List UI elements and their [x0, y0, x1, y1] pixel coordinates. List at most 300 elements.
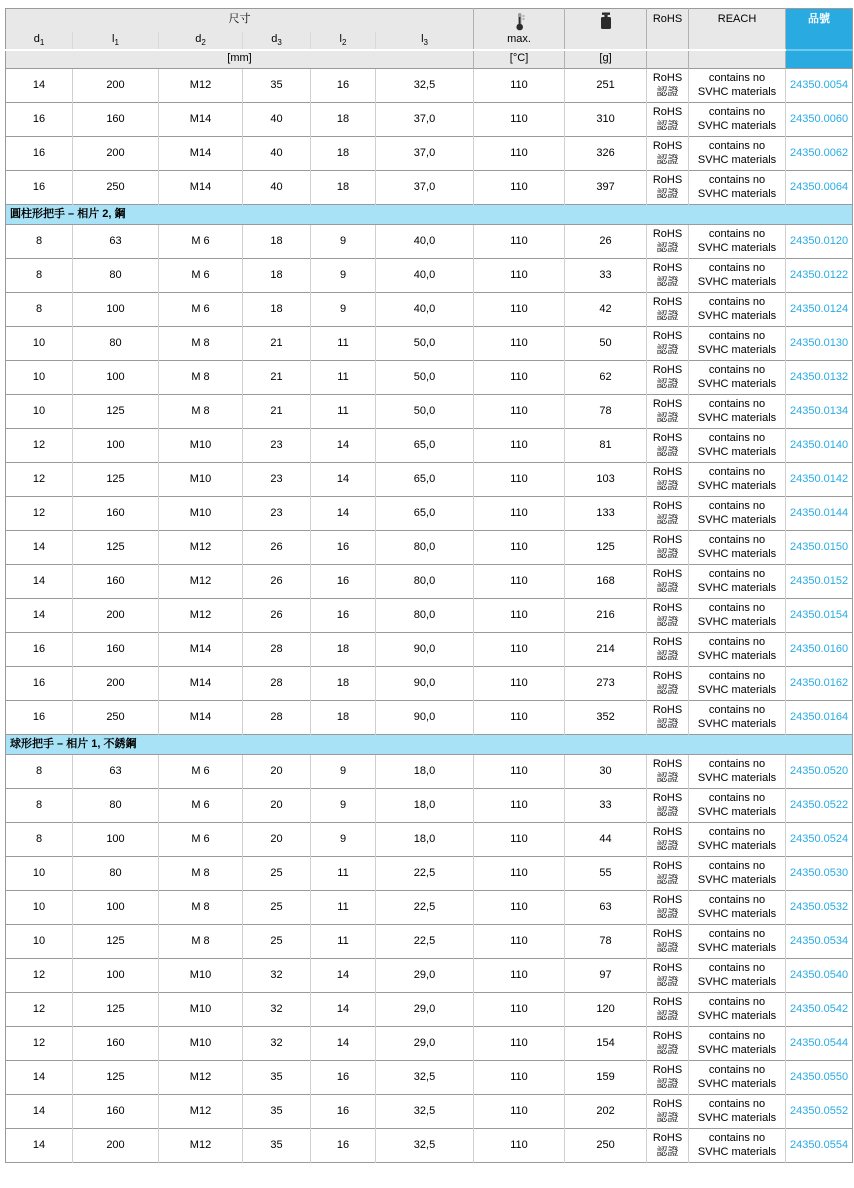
cell-rohs: RoHS 認證 [647, 857, 689, 891]
cell-part-number [786, 103, 853, 137]
part-number-link[interactable]: 24350.0060 [789, 112, 849, 125]
cell-reach: contains no SVHC materials [689, 789, 786, 823]
cell-l1: 200 [73, 1129, 159, 1163]
thermometer-icon [513, 12, 526, 31]
cell-temp-max: 110 [474, 293, 565, 327]
cell-l1: 200 [73, 599, 159, 633]
cell-reach: contains no SVHC materials [689, 361, 786, 395]
data-row [6, 497, 853, 531]
cell-reach: contains no SVHC materials [689, 565, 786, 599]
cell-part-number [786, 823, 853, 857]
cell-temp-max: 110 [474, 497, 565, 531]
cell-d3: 21 [243, 327, 311, 361]
cell-temp-max: 110 [474, 327, 565, 361]
cell-d3: 28 [243, 633, 311, 667]
cell-l1: 160 [73, 1027, 159, 1061]
col-header-d1: $d_1$ [6, 32, 73, 50]
cell-part-number [786, 789, 853, 823]
part-number-link[interactable]: 24350.0540 [789, 968, 849, 981]
cell-d1: 12 [6, 993, 73, 1027]
header-row-2 [6, 32, 853, 50]
cell-reach: contains no SVHC materials [689, 667, 786, 701]
cell-weight: 78 [565, 925, 647, 959]
cell-part-number [786, 497, 853, 531]
data-row [6, 789, 853, 823]
cell-reach: contains no SVHC materials [689, 69, 786, 103]
cell-rohs: RoHS 認證 [647, 395, 689, 429]
cell-l3: 40,0 [376, 259, 474, 293]
part-number-link[interactable]: 24350.0552 [789, 1104, 849, 1117]
cell-reach: contains no SVHC materials [689, 225, 786, 259]
data-row [6, 823, 853, 857]
part-number-link[interactable]: 24350.0134 [789, 404, 849, 417]
data-row [6, 1095, 853, 1129]
cell-d2: M12 [159, 69, 243, 103]
cell-temp-max: 110 [474, 69, 565, 103]
data-row [6, 993, 853, 1027]
header-row-3 [6, 50, 853, 69]
cell-d1: 10 [6, 361, 73, 395]
cell-d3: 23 [243, 463, 311, 497]
cell-l3: 40,0 [376, 225, 474, 259]
cell-reach: contains no SVHC materials [689, 823, 786, 857]
cell-l3: 37,0 [376, 137, 474, 171]
cell-reach: contains no SVHC materials [689, 429, 786, 463]
cell-rohs: RoHS 認證 [647, 823, 689, 857]
data-row [6, 293, 853, 327]
cell-part-number [786, 1027, 853, 1061]
cell-l1: 125 [73, 925, 159, 959]
cell-l2: 9 [311, 755, 376, 789]
cell-l1: 160 [73, 103, 159, 137]
cell-d2: M14 [159, 103, 243, 137]
cell-d1: 8 [6, 293, 73, 327]
part-number-link[interactable]: 24350.0132 [789, 370, 849, 383]
part-number-link[interactable]: 24350.0542 [789, 1002, 849, 1015]
cell-d1: 14 [6, 69, 73, 103]
data-row [6, 463, 853, 497]
cell-part-number [786, 857, 853, 891]
cell-d2: M 8 [159, 361, 243, 395]
data-row [6, 171, 853, 205]
cell-weight: 81 [565, 429, 647, 463]
part-number-link[interactable]: 24350.0522 [789, 798, 849, 811]
cell-temp-max: 110 [474, 959, 565, 993]
cell-reach: contains no SVHC materials [689, 755, 786, 789]
cell-reach: contains no SVHC materials [689, 633, 786, 667]
section-title: 球形把手 – 相片 1, 不銹鋼 [6, 735, 853, 755]
cell-d3: 18 [243, 259, 311, 293]
cell-l2: 14 [311, 959, 376, 993]
data-row [6, 361, 853, 395]
cell-d2: M14 [159, 667, 243, 701]
cell-d2: M 8 [159, 395, 243, 429]
section-title: 圓柱形把手 – 相片 2, 鋼 [6, 205, 853, 225]
cell-d3: 35 [243, 69, 311, 103]
data-row [6, 137, 853, 171]
cell-part-number [786, 1095, 853, 1129]
cell-d2: M 6 [159, 755, 243, 789]
cell-l2: 9 [311, 823, 376, 857]
cell-l2: 16 [311, 1061, 376, 1095]
cell-temp-max: 110 [474, 103, 565, 137]
cell-weight: 310 [565, 103, 647, 137]
cell-reach: contains no SVHC materials [689, 171, 786, 205]
cell-weight: 326 [565, 137, 647, 171]
cell-part-number [786, 531, 853, 565]
cell-part-number [786, 755, 853, 789]
cell-l3: 80,0 [376, 565, 474, 599]
cell-l1: 100 [73, 361, 159, 395]
cell-weight: 154 [565, 1027, 647, 1061]
cell-temp-max: 110 [474, 531, 565, 565]
cell-d3: 32 [243, 1027, 311, 1061]
cell-rohs: RoHS 認證 [647, 531, 689, 565]
cell-l1: 200 [73, 69, 159, 103]
cell-l2: 14 [311, 993, 376, 1027]
cell-part-number [786, 1061, 853, 1095]
part-number-link[interactable]: 24350.0520 [789, 764, 849, 777]
cell-rohs: RoHS 認證 [647, 69, 689, 103]
cell-rohs: RoHS 認證 [647, 925, 689, 959]
cell-d2: M14 [159, 171, 243, 205]
part-number-link[interactable]: 24350.0530 [789, 866, 849, 879]
col-header-d2: $d_2$ [159, 32, 243, 50]
cell-rohs: RoHS 認證 [647, 463, 689, 497]
part-number-link[interactable]: 24350.0554 [789, 1138, 849, 1151]
cell-weight: 33 [565, 789, 647, 823]
cell-d3: 32 [243, 993, 311, 1027]
cell-d2: M 6 [159, 789, 243, 823]
cell-d1: 16 [6, 103, 73, 137]
cell-l3: 18,0 [376, 789, 474, 823]
cell-part-number [786, 293, 853, 327]
cell-l2: 16 [311, 531, 376, 565]
cell-d2: M10 [159, 993, 243, 1027]
cell-l1: 100 [73, 823, 159, 857]
cell-reach: contains no SVHC materials [689, 599, 786, 633]
cell-rohs: RoHS 認證 [647, 1027, 689, 1061]
col-header-l2: $l_2$ [311, 32, 376, 50]
cell-l2: 14 [311, 429, 376, 463]
cell-l1: 160 [73, 633, 159, 667]
cell-d1: 12 [6, 497, 73, 531]
cell-l3: 22,5 [376, 925, 474, 959]
cell-l3: 65,0 [376, 463, 474, 497]
part-number-column-header: 品號 [786, 9, 853, 32]
data-row [6, 1061, 853, 1095]
weight-icon [598, 12, 614, 30]
cell-rohs: RoHS 認證 [647, 103, 689, 137]
cell-d1: 10 [6, 925, 73, 959]
cell-l1: 125 [73, 463, 159, 497]
mm-unit-label: [mm] [6, 50, 474, 69]
part-number-link[interactable]: 24350.0150 [789, 540, 849, 553]
cell-part-number [786, 395, 853, 429]
cell-temp-max: 110 [474, 599, 565, 633]
cell-d2: M12 [159, 1095, 243, 1129]
cell-part-number [786, 225, 853, 259]
cell-part-number [786, 327, 853, 361]
cell-weight: 120 [565, 993, 647, 1027]
cell-d3: 35 [243, 1095, 311, 1129]
part-number-link[interactable]: 24350.0062 [789, 146, 849, 159]
cell-rohs: RoHS 認證 [647, 789, 689, 823]
cell-reach: contains no SVHC materials [689, 1027, 786, 1061]
cell-d3: 32 [243, 959, 311, 993]
cell-l1: 80 [73, 789, 159, 823]
cell-reach: contains no SVHC materials [689, 925, 786, 959]
cell-d2: M 8 [159, 925, 243, 959]
cell-temp-max: 110 [474, 1061, 565, 1095]
temp-max-label: max. [474, 32, 565, 50]
part-number-link[interactable]: 24350.0142 [789, 472, 849, 485]
part-number-link[interactable]: 24350.0152 [789, 574, 849, 587]
cell-l2: 9 [311, 225, 376, 259]
cell-d3: 25 [243, 857, 311, 891]
cell-d2: M 6 [159, 259, 243, 293]
cell-part-number [786, 599, 853, 633]
part-number-link[interactable]: 24350.0162 [789, 676, 849, 689]
part-number-link[interactable]: 24350.0130 [789, 336, 849, 349]
cell-d1: 10 [6, 327, 73, 361]
part-number-link[interactable]: 24350.0524 [789, 832, 849, 845]
cell-d2: M10 [159, 959, 243, 993]
cell-part-number [786, 891, 853, 925]
cell-l3: 22,5 [376, 857, 474, 891]
dimensions-group-label: 尺寸 [6, 9, 474, 32]
cell-l2: 11 [311, 857, 376, 891]
part-number-link[interactable]: 24350.0160 [789, 642, 849, 655]
cell-weight: 26 [565, 225, 647, 259]
cell-d3: 25 [243, 925, 311, 959]
cell-rohs: RoHS 認證 [647, 1061, 689, 1095]
cell-d3: 20 [243, 755, 311, 789]
cell-temp-max: 110 [474, 701, 565, 735]
cell-temp-max: 110 [474, 789, 565, 823]
data-row [6, 667, 853, 701]
cell-reach: contains no SVHC materials [689, 103, 786, 137]
cell-d1: 12 [6, 959, 73, 993]
cell-d2: M12 [159, 531, 243, 565]
cell-l2: 16 [311, 565, 376, 599]
cell-weight: 133 [565, 497, 647, 531]
cell-part-number [786, 633, 853, 667]
cell-l3: 50,0 [376, 361, 474, 395]
data-row [6, 531, 853, 565]
cell-l1: 250 [73, 171, 159, 205]
cell-l3: 18,0 [376, 755, 474, 789]
cell-l3: 50,0 [376, 327, 474, 361]
cell-d1: 12 [6, 463, 73, 497]
data-row [6, 755, 853, 789]
cell-weight: 159 [565, 1061, 647, 1095]
header-row-1 [6, 9, 853, 32]
cell-l3: 29,0 [376, 959, 474, 993]
data-row [6, 69, 853, 103]
part-number-link[interactable]: 24350.0054 [789, 78, 849, 91]
cell-reach: contains no SVHC materials [689, 137, 786, 171]
cell-weight: 62 [565, 361, 647, 395]
cell-l2: 14 [311, 1027, 376, 1061]
col-header-l1: $l_1$ [73, 32, 159, 50]
cell-rohs: RoHS 認證 [647, 667, 689, 701]
cell-l2: 14 [311, 463, 376, 497]
cell-temp-max: 110 [474, 755, 565, 789]
cell-d1: 14 [6, 599, 73, 633]
cell-d1: 8 [6, 225, 73, 259]
part-number-link[interactable]: 24350.0064 [789, 180, 849, 193]
cell-rohs: RoHS 認證 [647, 633, 689, 667]
cell-rohs: RoHS 認證 [647, 225, 689, 259]
cell-l1: 125 [73, 993, 159, 1027]
cell-d2: M 6 [159, 823, 243, 857]
part-number-link[interactable]: 24350.0144 [789, 506, 849, 519]
cell-l3: 65,0 [376, 429, 474, 463]
cell-d1: 12 [6, 429, 73, 463]
cell-rohs: RoHS 認證 [647, 599, 689, 633]
part-number-link[interactable]: 24350.0544 [789, 1036, 849, 1049]
part-number-link[interactable]: 24350.0124 [789, 302, 849, 315]
part-number-link[interactable]: 24350.0140 [789, 438, 849, 451]
cell-part-number [786, 959, 853, 993]
part-number-link[interactable]: 24350.0534 [789, 934, 849, 947]
cell-l2: 9 [311, 259, 376, 293]
data-row [6, 857, 853, 891]
cell-weight: 250 [565, 1129, 647, 1163]
cell-l2: 11 [311, 891, 376, 925]
cell-reach: contains no SVHC materials [689, 993, 786, 1027]
cell-weight: 168 [565, 565, 647, 599]
data-row [6, 925, 853, 959]
cell-l3: 65,0 [376, 497, 474, 531]
cell-d1: 16 [6, 171, 73, 205]
cell-l1: 80 [73, 327, 159, 361]
cell-d1: 8 [6, 823, 73, 857]
cell-part-number [786, 259, 853, 293]
cell-reach: contains no SVHC materials [689, 293, 786, 327]
part-number-link[interactable]: 24350.0532 [789, 900, 849, 913]
part-number-link[interactable]: 24350.0120 [789, 234, 849, 247]
part-number-link[interactable]: 24350.0154 [789, 608, 849, 621]
data-row [6, 1129, 853, 1163]
cell-part-number [786, 429, 853, 463]
cell-part-number [786, 361, 853, 395]
cell-temp-max: 110 [474, 1027, 565, 1061]
cell-l2: 16 [311, 1129, 376, 1163]
cell-rohs: RoHS 認證 [647, 701, 689, 735]
cell-weight: 125 [565, 531, 647, 565]
cell-d2: M10 [159, 463, 243, 497]
cell-d1: 8 [6, 789, 73, 823]
cell-part-number [786, 667, 853, 701]
cell-d2: M14 [159, 137, 243, 171]
cell-weight: 63 [565, 891, 647, 925]
cell-rohs: RoHS 認證 [647, 171, 689, 205]
cell-l2: 11 [311, 327, 376, 361]
cell-l2: 11 [311, 361, 376, 395]
cell-temp-max: 110 [474, 171, 565, 205]
cell-part-number [786, 69, 853, 103]
part-number-link[interactable]: 24350.0550 [789, 1070, 849, 1083]
cell-l1: 200 [73, 137, 159, 171]
cell-d1: 16 [6, 667, 73, 701]
cell-d3: 35 [243, 1129, 311, 1163]
cell-d1: 16 [6, 701, 73, 735]
cell-rohs: RoHS 認證 [647, 293, 689, 327]
cell-d3: 20 [243, 789, 311, 823]
data-row [6, 701, 853, 735]
cell-l3: 29,0 [376, 993, 474, 1027]
cell-weight: 103 [565, 463, 647, 497]
cell-l1: 125 [73, 531, 159, 565]
data-row [6, 429, 853, 463]
cell-temp-max: 110 [474, 429, 565, 463]
cell-d1: 14 [6, 1061, 73, 1095]
cell-temp-max: 110 [474, 857, 565, 891]
cell-weight: 44 [565, 823, 647, 857]
cell-d1: 8 [6, 755, 73, 789]
cell-l2: 11 [311, 925, 376, 959]
cell-reach: contains no SVHC materials [689, 857, 786, 891]
cell-part-number [786, 701, 853, 735]
cell-d3: 25 [243, 891, 311, 925]
data-row [6, 327, 853, 361]
data-row [6, 959, 853, 993]
cell-d2: M 8 [159, 327, 243, 361]
cell-d2: M10 [159, 497, 243, 531]
celsius-unit-label: [°C] [474, 50, 565, 69]
cell-d3: 35 [243, 1061, 311, 1095]
col-header-d3: $d_3$ [243, 32, 311, 50]
data-row [6, 565, 853, 599]
cell-temp-max: 110 [474, 395, 565, 429]
catalog-table [5, 8, 853, 1163]
cell-weight: 273 [565, 667, 647, 701]
cell-l3: 32,5 [376, 1129, 474, 1163]
cell-d1: 14 [6, 531, 73, 565]
cell-weight: 352 [565, 701, 647, 735]
cell-weight: 55 [565, 857, 647, 891]
cell-part-number [786, 463, 853, 497]
cell-rohs: RoHS 認證 [647, 361, 689, 395]
cell-l3: 37,0 [376, 171, 474, 205]
cell-d1: 14 [6, 1095, 73, 1129]
cell-rohs: RoHS 認證 [647, 959, 689, 993]
section-row [6, 205, 853, 225]
data-row [6, 599, 853, 633]
cell-l3: 37,0 [376, 103, 474, 137]
cell-l2: 14 [311, 497, 376, 531]
cell-reach: contains no SVHC materials [689, 959, 786, 993]
cell-part-number [786, 993, 853, 1027]
data-row [6, 633, 853, 667]
cell-rohs: RoHS 認證 [647, 497, 689, 531]
cell-l1: 80 [73, 259, 159, 293]
weight-column-header [565, 9, 647, 32]
cell-part-number [786, 565, 853, 599]
part-number-link[interactable]: 24350.0122 [789, 268, 849, 281]
cell-d1: 12 [6, 1027, 73, 1061]
part-number-link[interactable]: 24350.0164 [789, 710, 849, 723]
cell-l1: 100 [73, 429, 159, 463]
cell-weight: 216 [565, 599, 647, 633]
data-row [6, 891, 853, 925]
cell-weight: 50 [565, 327, 647, 361]
cell-rohs: RoHS 認證 [647, 993, 689, 1027]
cell-l2: 18 [311, 701, 376, 735]
cell-part-number [786, 171, 853, 205]
